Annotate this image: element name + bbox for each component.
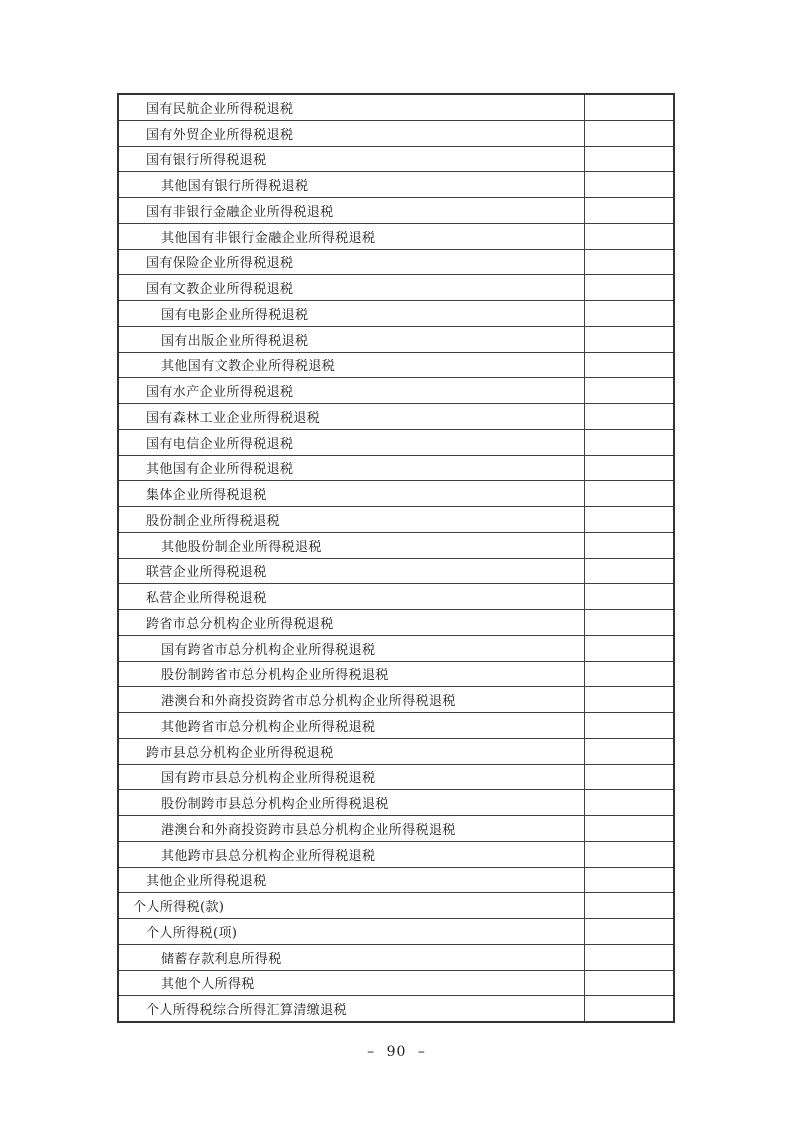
amount-cell [584, 507, 674, 533]
tax-item-label: 跨省市总分机构企业所得税退税 [118, 610, 584, 636]
tax-item-label: 国有电信企业所得税退税 [118, 429, 584, 455]
table-row [118, 455, 674, 481]
table-row [118, 172, 674, 198]
amount-cell [584, 893, 674, 919]
table-row [118, 635, 674, 661]
tax-item-label: 港澳台和外商投资跨省市总分机构企业所得税退税 [118, 687, 584, 713]
tax-item-label: 股份制跨省市总分机构企业所得税退税 [118, 661, 584, 687]
table-row [118, 610, 674, 636]
amount-cell [584, 198, 674, 224]
table-row [118, 532, 674, 558]
amount-cell [584, 301, 674, 327]
tax-item-label: 国有外贸企业所得税退税 [118, 120, 584, 146]
table-row [118, 996, 674, 1022]
tax-item-label: 私营企业所得税退税 [118, 584, 584, 610]
tax-item-label: 国有银行所得税退税 [118, 146, 584, 172]
tax-item-label: 国有非银行金融企业所得税退税 [118, 198, 584, 224]
tax-item-label: 国有文教企业所得税退税 [118, 275, 584, 301]
tax-item-label: 其他跨省市总分机构企业所得税退税 [118, 713, 584, 739]
tax-item-label: 其他国有非银行金融企业所得税退税 [118, 223, 584, 249]
tax-item-label: 国有出版企业所得税退税 [118, 326, 584, 352]
amount-cell [584, 816, 674, 842]
amount-cell [584, 841, 674, 867]
tax-item-label: 跨市县总分机构企业所得税退税 [118, 738, 584, 764]
tax-item-label: 国有水产企业所得税退税 [118, 378, 584, 404]
tax-item-label: 个人所得税(款) [118, 893, 584, 919]
tax-item-label: 储蓄存款利息所得税 [118, 944, 584, 970]
tax-item-label: 港澳台和外商投资跨市县总分机构企业所得税退税 [118, 816, 584, 842]
amount-cell [584, 532, 674, 558]
amount-cell [584, 404, 674, 430]
amount-cell [584, 172, 674, 198]
tax-item-label: 其他国有企业所得税退税 [118, 455, 584, 481]
amount-cell [584, 146, 674, 172]
table-row [118, 558, 674, 584]
amount-cell [584, 713, 674, 739]
amount-cell [584, 738, 674, 764]
amount-cell [584, 455, 674, 481]
tax-item-label: 个人所得税综合所得汇算清缴退税 [118, 996, 584, 1022]
table-row [118, 352, 674, 378]
tax-item-label: 国有电影企业所得税退税 [118, 301, 584, 327]
amount-cell [584, 970, 674, 996]
amount-cell [584, 558, 674, 584]
tax-item-label: 集体企业所得税退税 [118, 481, 584, 507]
table-row [118, 481, 674, 507]
amount-cell [584, 635, 674, 661]
table-row [118, 326, 674, 352]
table-row [118, 275, 674, 301]
amount-cell [584, 790, 674, 816]
amount-cell [584, 481, 674, 507]
table-row [118, 120, 674, 146]
table-row [118, 301, 674, 327]
amount-cell [584, 352, 674, 378]
table-row [118, 687, 674, 713]
amount-cell [584, 919, 674, 945]
tax-item-label: 国有保险企业所得税退税 [118, 249, 584, 275]
table-row [118, 867, 674, 893]
table-row [118, 249, 674, 275]
tax-item-label: 联营企业所得税退税 [118, 558, 584, 584]
table-row [118, 713, 674, 739]
amount-cell [584, 584, 674, 610]
amount-cell [584, 429, 674, 455]
amount-cell [584, 944, 674, 970]
table-row [118, 198, 674, 224]
table-row [118, 584, 674, 610]
table-row [118, 816, 674, 842]
tax-item-label: 其他国有文教企业所得税退税 [118, 352, 584, 378]
tax-refund-table [117, 93, 675, 1023]
amount-cell [584, 764, 674, 790]
amount-cell [584, 326, 674, 352]
tax-item-label: 国有森林工业企业所得税退税 [118, 404, 584, 430]
amount-cell [584, 120, 674, 146]
table-row [118, 94, 674, 120]
table-row [118, 404, 674, 430]
tax-item-label: 国有跨省市总分机构企业所得税退税 [118, 635, 584, 661]
tax-item-label: 国有跨市县总分机构企业所得税退税 [118, 764, 584, 790]
table-row [118, 146, 674, 172]
amount-cell [584, 687, 674, 713]
table-row [118, 378, 674, 404]
table-row [118, 790, 674, 816]
tax-item-label: 其他股份制企业所得税退税 [118, 532, 584, 558]
table-row [118, 893, 674, 919]
amount-cell [584, 378, 674, 404]
tax-item-label: 国有民航企业所得税退税 [118, 94, 584, 120]
tax-item-label: 个人所得税(项) [118, 919, 584, 945]
amount-cell [584, 610, 674, 636]
page-number: – 90 – [367, 1044, 426, 1060]
tax-item-label: 其他跨市县总分机构企业所得税退税 [118, 841, 584, 867]
amount-cell [584, 996, 674, 1022]
table-row [118, 764, 674, 790]
amount-cell [584, 94, 674, 120]
table-row [118, 970, 674, 996]
amount-cell [584, 661, 674, 687]
tax-item-label: 股份制跨市县总分机构企业所得税退税 [118, 790, 584, 816]
table-row [118, 841, 674, 867]
tax-item-label: 其他企业所得税退税 [118, 867, 584, 893]
amount-cell [584, 867, 674, 893]
table-row [118, 944, 674, 970]
table-row [118, 661, 674, 687]
amount-cell [584, 249, 674, 275]
tax-item-label: 股份制企业所得税退税 [118, 507, 584, 533]
table-row [118, 223, 674, 249]
table-row [118, 429, 674, 455]
tax-item-label: 其他国有银行所得税退税 [118, 172, 584, 198]
amount-cell [584, 223, 674, 249]
table-row [118, 738, 674, 764]
table-body [118, 94, 674, 1022]
table-row [118, 919, 674, 945]
amount-cell [584, 275, 674, 301]
table-row [118, 507, 674, 533]
tax-item-label: 其他个人所得税 [118, 970, 584, 996]
